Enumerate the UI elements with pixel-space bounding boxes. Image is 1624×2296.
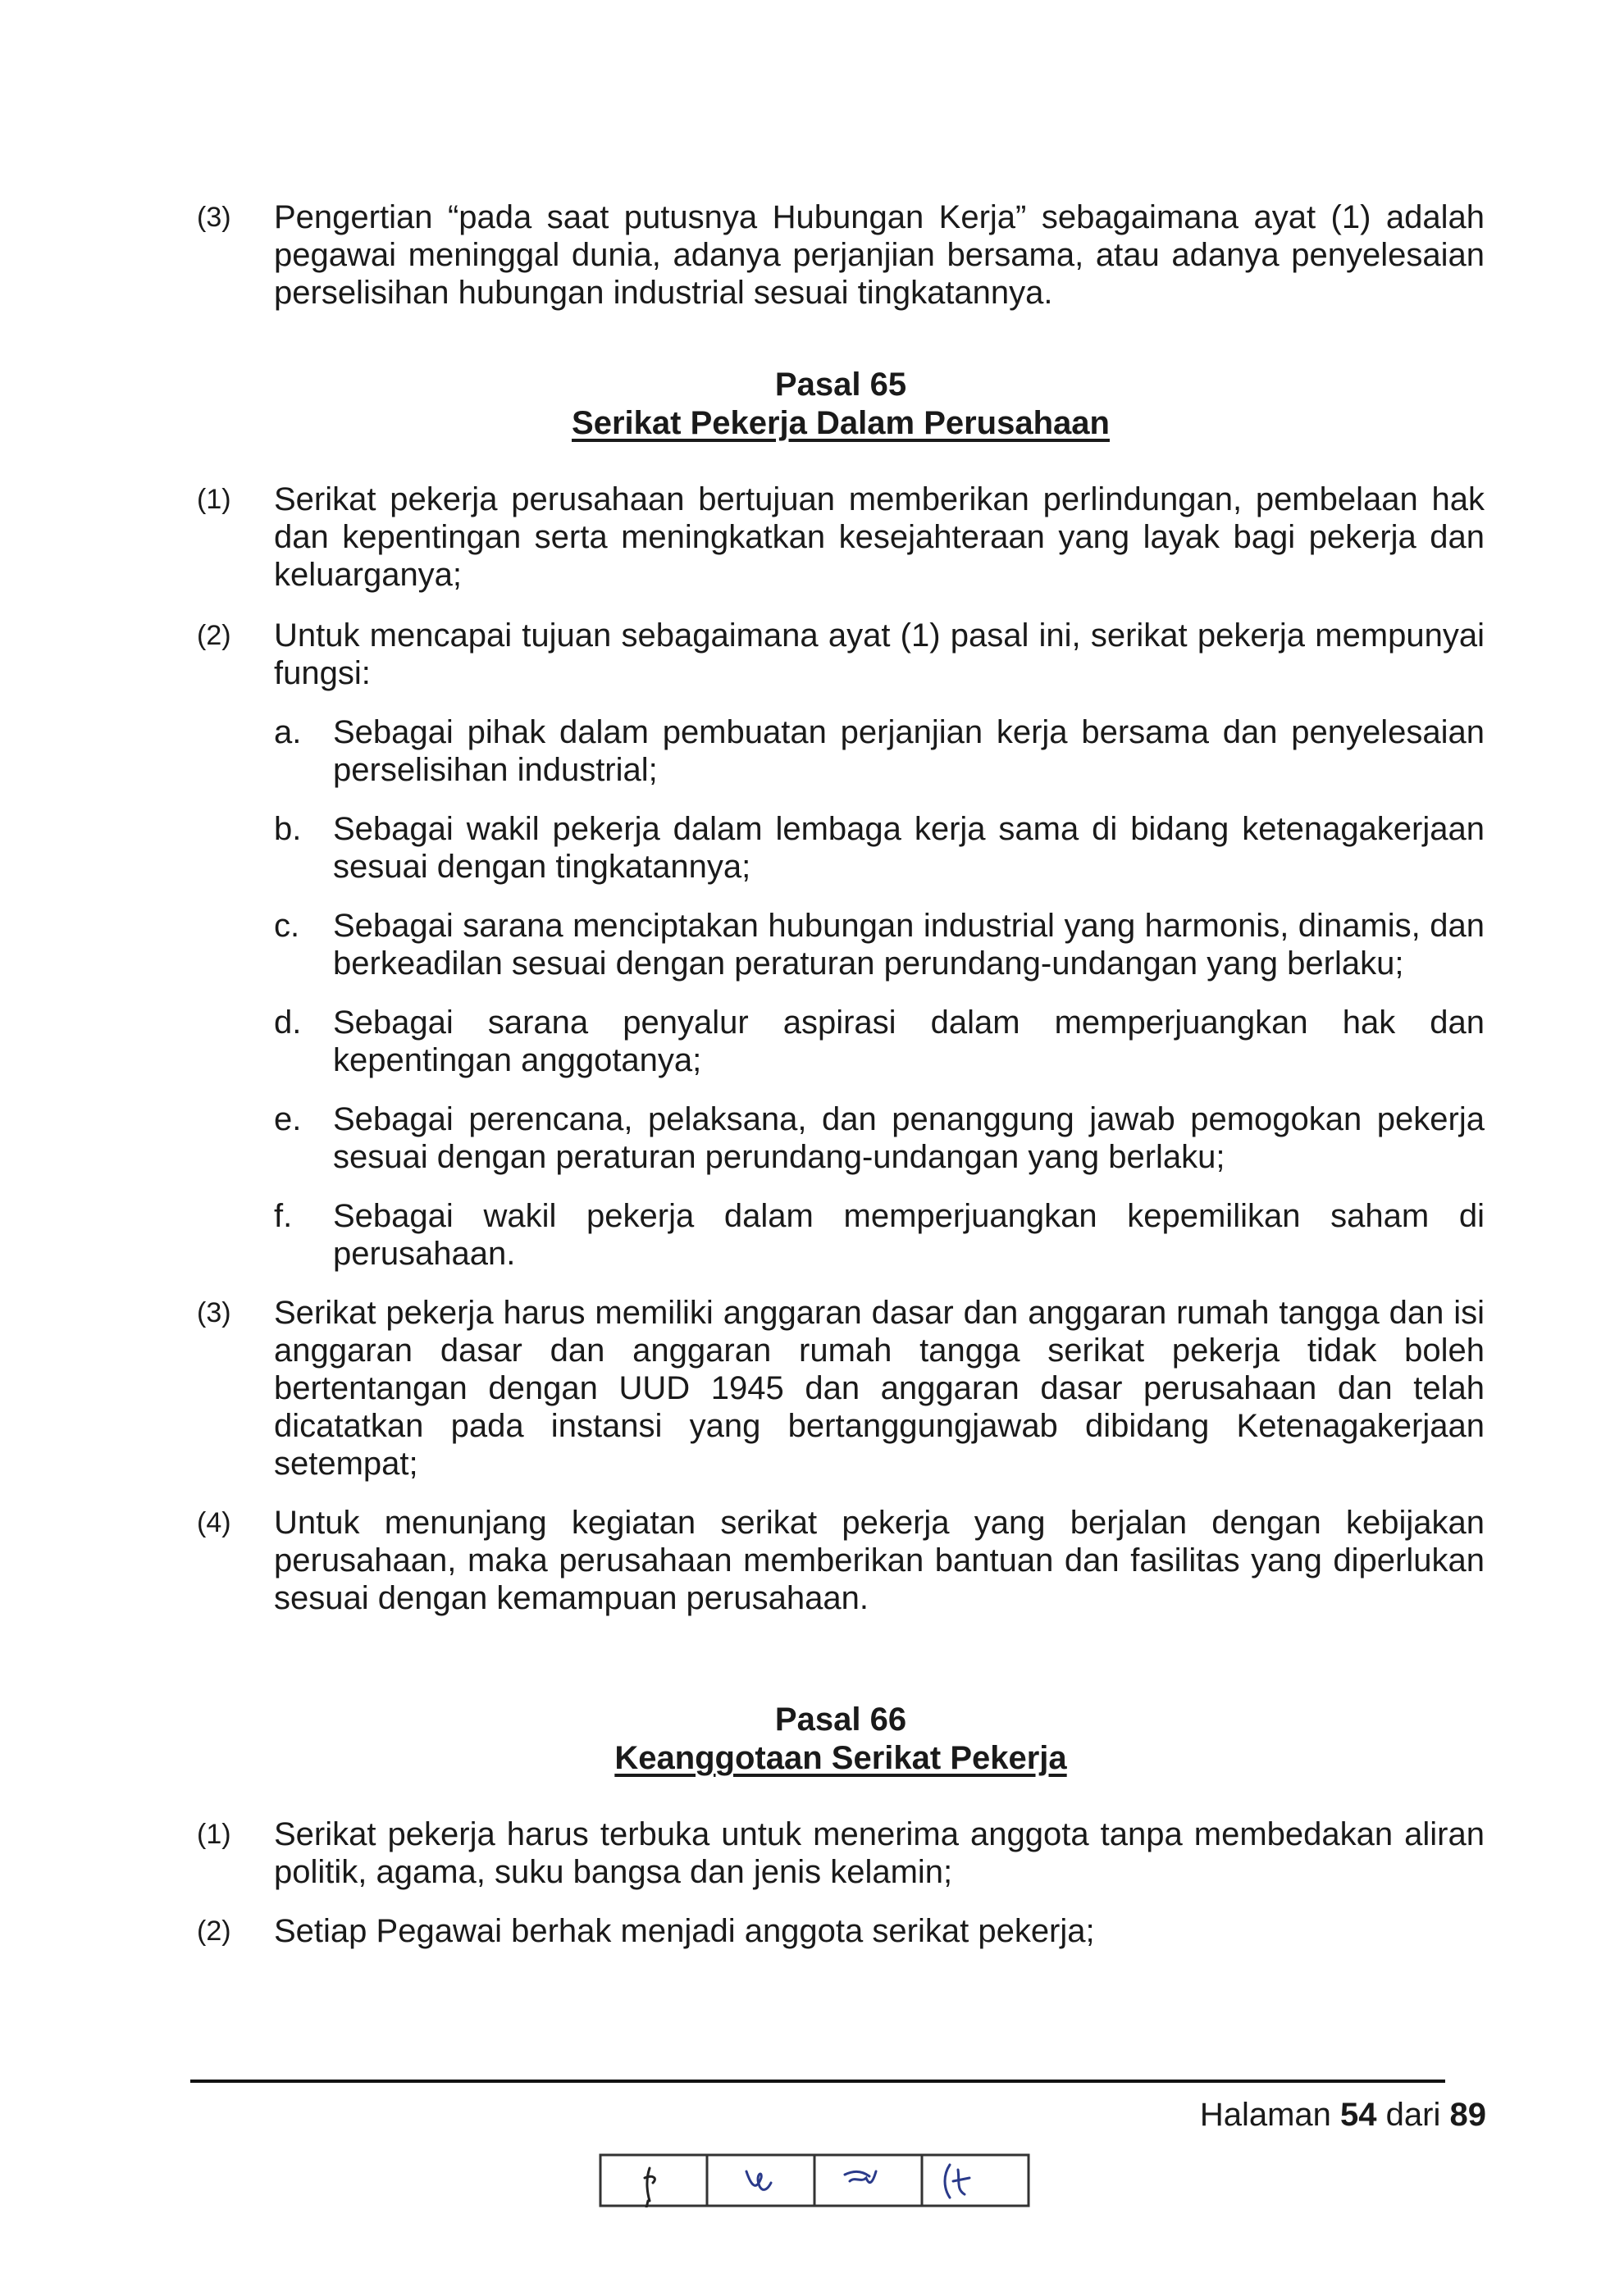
- paragraph-number: (1): [197, 484, 231, 515]
- initial-mark-2: [746, 2171, 771, 2189]
- list-item-label: d.: [274, 1004, 302, 1041]
- paragraph-text: Setiap Pegawai berhak menjadi anggota serikat pekerja;: [274, 1913, 1095, 1949]
- total-pages: 89: [1449, 2097, 1486, 2133]
- initial-mark-3: [845, 2171, 876, 2183]
- pasal-65-heading: [0, 366, 1624, 443]
- paragraph-number: (3): [197, 202, 231, 233]
- article-number: Pasal 66: [774, 1702, 907, 1738]
- paragraph-text: Serikat pekerja harus terbuka untuk menerima anggota tanpa membedakan aliran politik, agama, suku bangsa dan jenis kelamin;: [274, 1816, 1485, 1890]
- article-number: Pasal 65: [774, 367, 907, 403]
- list-item-text: Sebagai sarana menciptakan hubungan industrial yang harmonis, dinamis, dan berkeadilan sesuai dengan peraturan perundang-undangan yang berlaku;: [333, 908, 1485, 982]
- initial-mark-1: [643, 2168, 655, 2207]
- page-of-label: dari: [1385, 2097, 1441, 2133]
- page-number: [1200, 2096, 1486, 2134]
- paragraph-text: Serikat pekerja harus memiliki anggaran dasar dan anggaran rumah tangga dan isi anggaran dasar dan anggaran rumah tangga serikat pekerja tidak boleh bertentangan dengan UUD 1945 dan anggaran dasar perusahaan dan telah dicatatkan pada instansi yang bertanggungjawab dibidang Ketenagakerjaan setempat;: [274, 1295, 1485, 1482]
- article-title: Keanggotaan Serikat Pekerja: [614, 1740, 1067, 1776]
- list-item-text: Sebagai sarana penyalur aspirasi dalam memperjuangkan hak dan kepentingan anggotanya;: [333, 1004, 1485, 1078]
- paragraph-number: (2): [197, 1916, 231, 1947]
- page-label: Halaman: [1199, 2097, 1331, 2133]
- initials-box: [599, 2153, 1030, 2207]
- paragraph-text: Untuk menunjang kegiatan serikat pekerja yang berjalan dengan kebijakan perusahaan, maka perusahaan memberikan bantuan dan fasilitas yang diperlukan sesuai dengan kemampuan perusahaan.: [274, 1505, 1485, 1616]
- footer-divider: [190, 2080, 1445, 2083]
- paragraph-number: (2): [197, 620, 231, 651]
- paragraph-text: Pengertian “pada saat putusnya Hubungan Kerja” sebagaimana ayat (1) adalah pegawai meninggal dunia, adanya perjanjian bersama, atau adanya penyelesaian perselisihan hubungan industrial sesuai tingkatannya.: [274, 199, 1485, 311]
- paragraph-text: Serikat pekerja perusahaan bertujuan memberikan perlindungan, pembelaan hak dan kepentingan serta meningkatkan kesejahteraan yang layak bagi pekerja dan keluarganya;: [274, 481, 1485, 593]
- list-item-label: a.: [274, 714, 302, 750]
- article-title: Serikat Pekerja Dalam Perusahaan: [572, 405, 1110, 441]
- paragraph-number: (1): [197, 1819, 231, 1850]
- paragraph-number: (3): [197, 1297, 231, 1328]
- list-item-label: b.: [274, 811, 302, 847]
- list-item-text: Sebagai wakil pekerja dalam lembaga kerja sama di bidang ketenagakerjaan sesuai dengan tingkatannya;: [333, 811, 1485, 885]
- list-item-label: c.: [274, 908, 300, 944]
- list-item-text: Sebagai perencana, pelaksana, dan penanggung jawab pemogokan pekerja sesuai dengan peraturan perundang-undangan yang berlaku;: [333, 1101, 1485, 1175]
- current-page: 54: [1340, 2097, 1377, 2133]
- paragraph-number: (4): [197, 1507, 231, 1538]
- list-item-text: Sebagai pihak dalam pembuatan perjanjian kerja bersama dan penyelesaian perselisihan industrial;: [333, 714, 1485, 788]
- pasal-66-heading: [0, 1701, 1624, 1778]
- paragraph-text: Untuk mencapai tujuan sebagaimana ayat (1) pasal ini, serikat pekerja mempunyai fungsi:: [274, 617, 1485, 691]
- initial-mark-4: [945, 2165, 969, 2198]
- list-item-label: e.: [274, 1101, 302, 1137]
- list-item-label: f.: [274, 1198, 293, 1234]
- list-item-text: Sebagai wakil pekerja dalam memperjuangkan kepemilikan saham di perusahaan.: [333, 1198, 1485, 1272]
